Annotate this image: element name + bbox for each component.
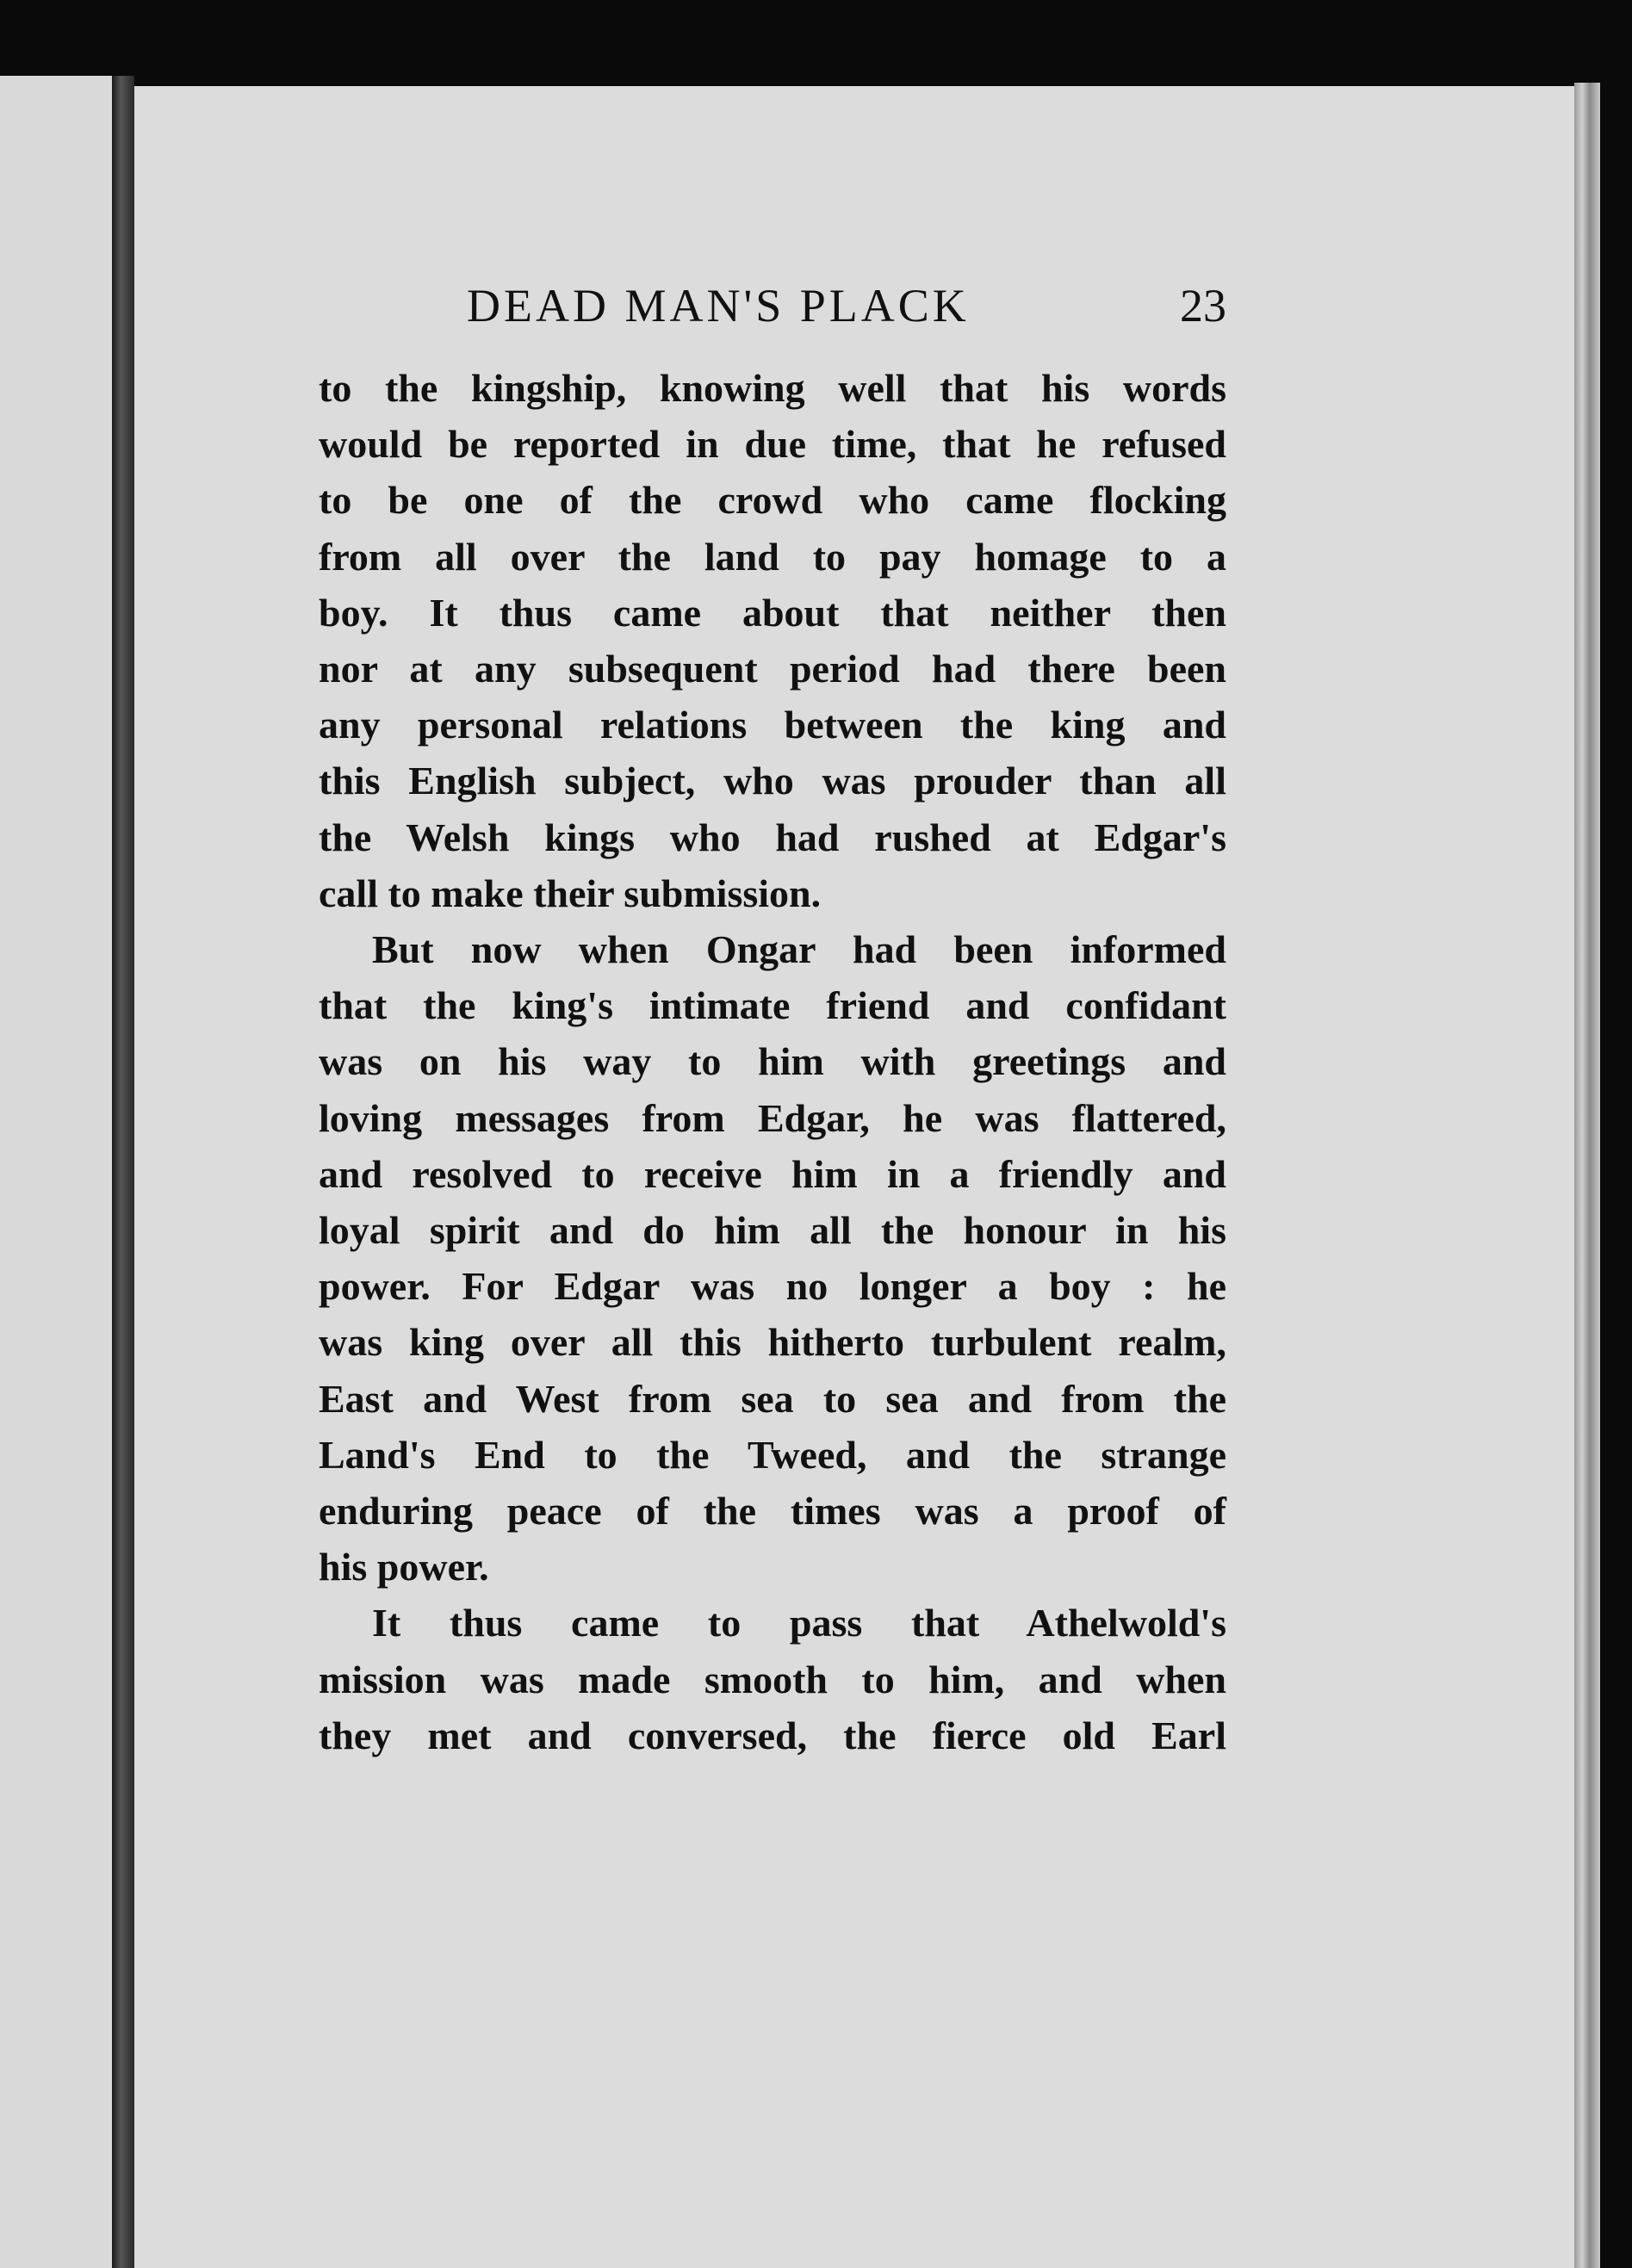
book-gutter <box>112 76 134 2268</box>
text-line: any personal relations between the king and <box>319 703 1226 747</box>
text-line: loyal spirit and do him all the honour in his <box>319 1208 1226 1253</box>
page-block-edge <box>1574 83 1600 2268</box>
paragraph-3 <box>319 1595 1226 1763</box>
paragraph-1 <box>319 360 1226 921</box>
text-line: the Welsh kings who had rushed at Edgar's <box>319 815 1226 859</box>
text-line: mission was made smooth to him, and when <box>319 1657 1226 1701</box>
text-line: was on his way to him with greetings and <box>319 1039 1226 1084</box>
text-line: and resolved to receive him in a friendly and <box>319 1151 1226 1196</box>
text-line: to be one of the crowd who came flocking <box>319 478 1226 523</box>
text-line: Land's End to the Tweed, and the strange <box>319 1432 1226 1477</box>
paragraph-2 <box>319 921 1226 1595</box>
text-line: It thus came to pass that Athelwold's <box>372 1601 1226 1645</box>
text-line: this English subject, who was prouder than all <box>319 759 1226 803</box>
body-text <box>319 360 1226 1763</box>
text-line: they met and conversed, the fierce old Earl <box>319 1713 1226 1757</box>
text-line: call to make their submission. <box>319 871 822 915</box>
text-line: But now when Ongar had been informed <box>372 927 1226 972</box>
text-line: his power. <box>319 1545 489 1589</box>
text-line: would be reported in due time, that he refused <box>319 422 1226 467</box>
text-line: to the kingship, knowing well that his words <box>319 366 1226 410</box>
text-line: power. For Edgar was no longer a boy : he <box>319 1264 1226 1309</box>
facing-page-edge <box>0 76 112 2268</box>
text-line: that the king's intimate friend and confidant <box>319 983 1226 1028</box>
page-number: 23 <box>1180 280 1226 332</box>
text-line: East and West from sea to sea and from the <box>319 1376 1226 1421</box>
text-line: nor at any subsequent period had there been <box>319 647 1226 691</box>
text-line: was king over all this hitherto turbulent realm, <box>319 1320 1226 1365</box>
text-line: boy. It thus came about that neither then <box>319 590 1226 635</box>
text-line: from all over the land to pay homage to a <box>319 534 1226 579</box>
text-line: loving messages from Edgar, he was flattered, <box>319 1095 1226 1140</box>
text-line: enduring peace of the times was a proof of <box>319 1489 1226 1534</box>
scan-border <box>1600 0 1632 2268</box>
running-title: DEAD MAN'S PLACK <box>467 280 970 332</box>
running-head <box>319 274 1226 338</box>
